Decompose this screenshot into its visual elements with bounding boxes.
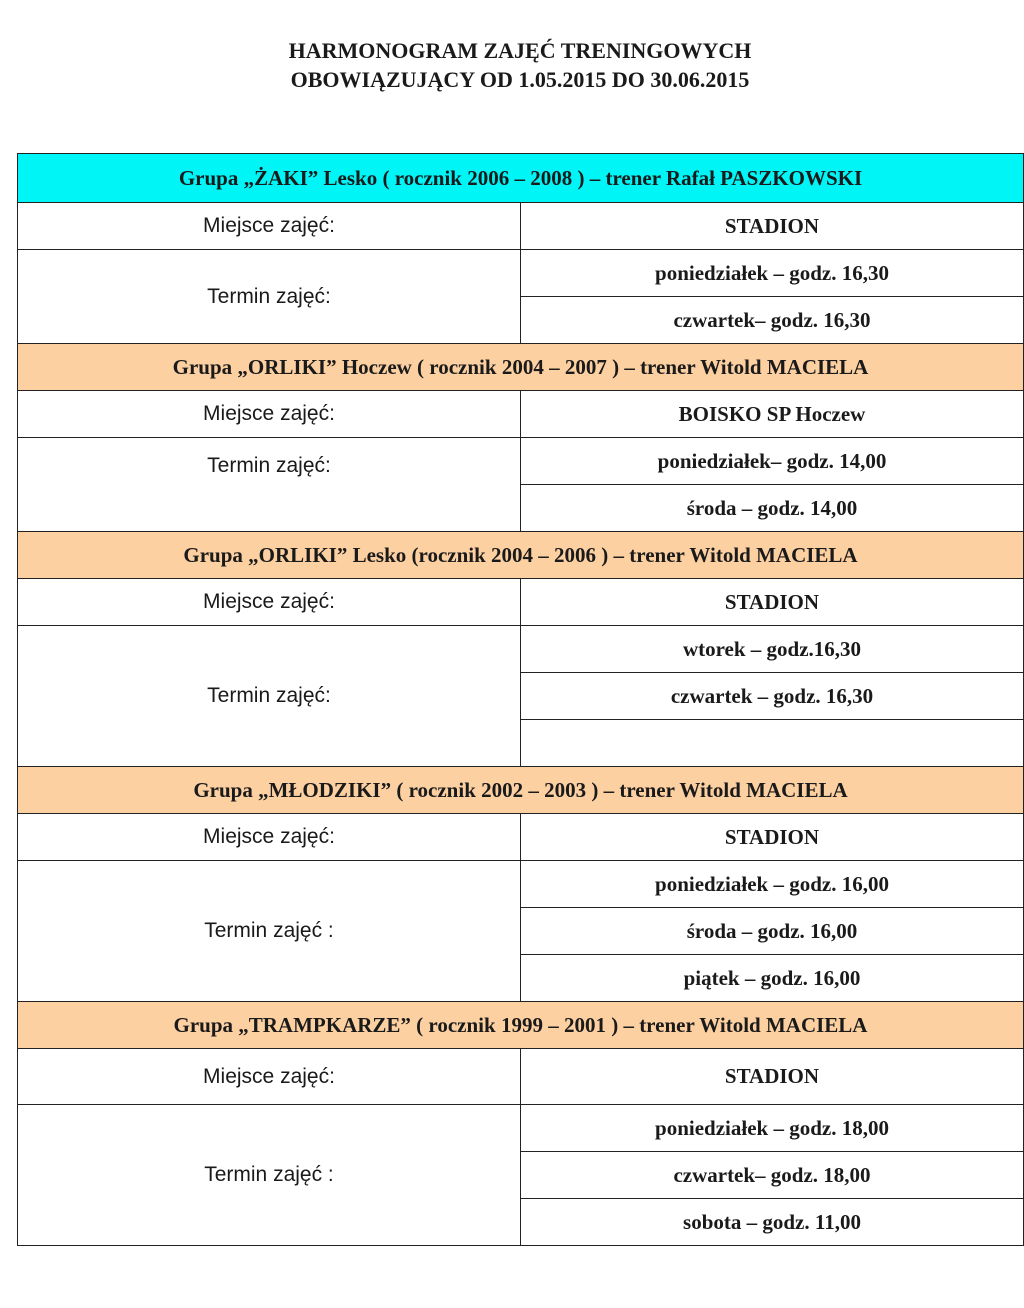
place-value: STADION — [521, 814, 1024, 861]
term-value — [521, 720, 1024, 767]
place-row — [18, 814, 1024, 861]
place-row — [18, 391, 1024, 438]
group-header-row — [18, 532, 1024, 579]
term-value: środa – godz. 16,00 — [521, 908, 1024, 955]
place-label: Miejsce zajęć: — [18, 814, 521, 861]
term-value: czwartek – godz. 16,30 — [521, 673, 1024, 720]
group-header-mlodziki: Grupa „MŁODZIKI” ( rocznik 2002 – 2003 ) – trener Witold MACIELA — [18, 767, 1024, 814]
place-value: BOISKO SP Hoczew — [521, 391, 1024, 438]
term-value: poniedziałek – godz. 16,00 — [521, 861, 1024, 908]
place-value: STADION — [521, 203, 1024, 250]
place-value: STADION — [521, 579, 1024, 626]
term-value: poniedziałek – godz. 18,00 — [521, 1105, 1024, 1152]
term-row — [18, 438, 1024, 485]
term-label: Termin zajęć : — [18, 861, 521, 1002]
term-label: Termin zajęć: — [18, 438, 521, 532]
schedule-table — [17, 153, 1024, 1246]
place-row — [18, 1049, 1024, 1105]
place-row — [18, 203, 1024, 250]
place-label: Miejsce zajęć: — [18, 579, 521, 626]
place-label: Miejsce zajęć: — [18, 203, 521, 250]
group-header-row — [18, 344, 1024, 391]
group-header-row — [18, 154, 1024, 203]
place-row — [18, 579, 1024, 626]
term-row — [18, 250, 1024, 297]
place-label: Miejsce zajęć: — [18, 391, 521, 438]
term-value: czwartek– godz. 18,00 — [521, 1152, 1024, 1199]
term-value: piątek – godz. 16,00 — [521, 955, 1024, 1002]
term-value: środa – godz. 14,00 — [521, 485, 1024, 532]
term-value: poniedziałek– godz. 14,00 — [521, 438, 1024, 485]
document-title-line1: HARMONOGRAM ZAJĘĆ TRENINGOWYCH — [288, 38, 752, 63]
document-title-line2: OBOWIĄZUJĄCY OD 1.05.2015 DO 30.06.2015 — [290, 67, 750, 92]
term-value: sobota – godz. 11,00 — [521, 1199, 1024, 1246]
term-row — [18, 1105, 1024, 1152]
term-value: poniedziałek – godz. 16,30 — [521, 250, 1024, 297]
term-value: czwartek– godz. 16,30 — [521, 297, 1024, 344]
place-value: STADION — [521, 1049, 1024, 1105]
term-label: Termin zajęć: — [18, 626, 521, 767]
term-row — [18, 626, 1024, 673]
term-value: wtorek – godz.16,30 — [521, 626, 1024, 673]
group-header-zaki: Grupa „ŻAKI” Lesko ( rocznik 2006 – 2008 ) – trener Rafał PASZKOWSKI — [18, 154, 1024, 203]
place-label: Miejsce zajęć: — [18, 1049, 521, 1105]
group-header-trampkarze: Grupa „TRAMPKARZE” ( rocznik 1999 – 2001 ) – trener Witold MACIELA — [18, 1002, 1024, 1049]
term-label: Termin zajęć : — [18, 1105, 521, 1246]
group-header-row — [18, 1002, 1024, 1049]
group-header-orliki-lesko: Grupa „ORLIKI” Lesko (rocznik 2004 – 2006 ) – trener Witold MACIELA — [18, 532, 1024, 579]
term-label: Termin zajęć: — [18, 250, 521, 344]
group-header-row — [18, 767, 1024, 814]
term-row — [18, 861, 1024, 908]
group-header-orliki-hoczew: Grupa „ORLIKI” Hoczew ( rocznik 2004 – 2007 ) – trener Witold MACIELA — [18, 344, 1024, 391]
